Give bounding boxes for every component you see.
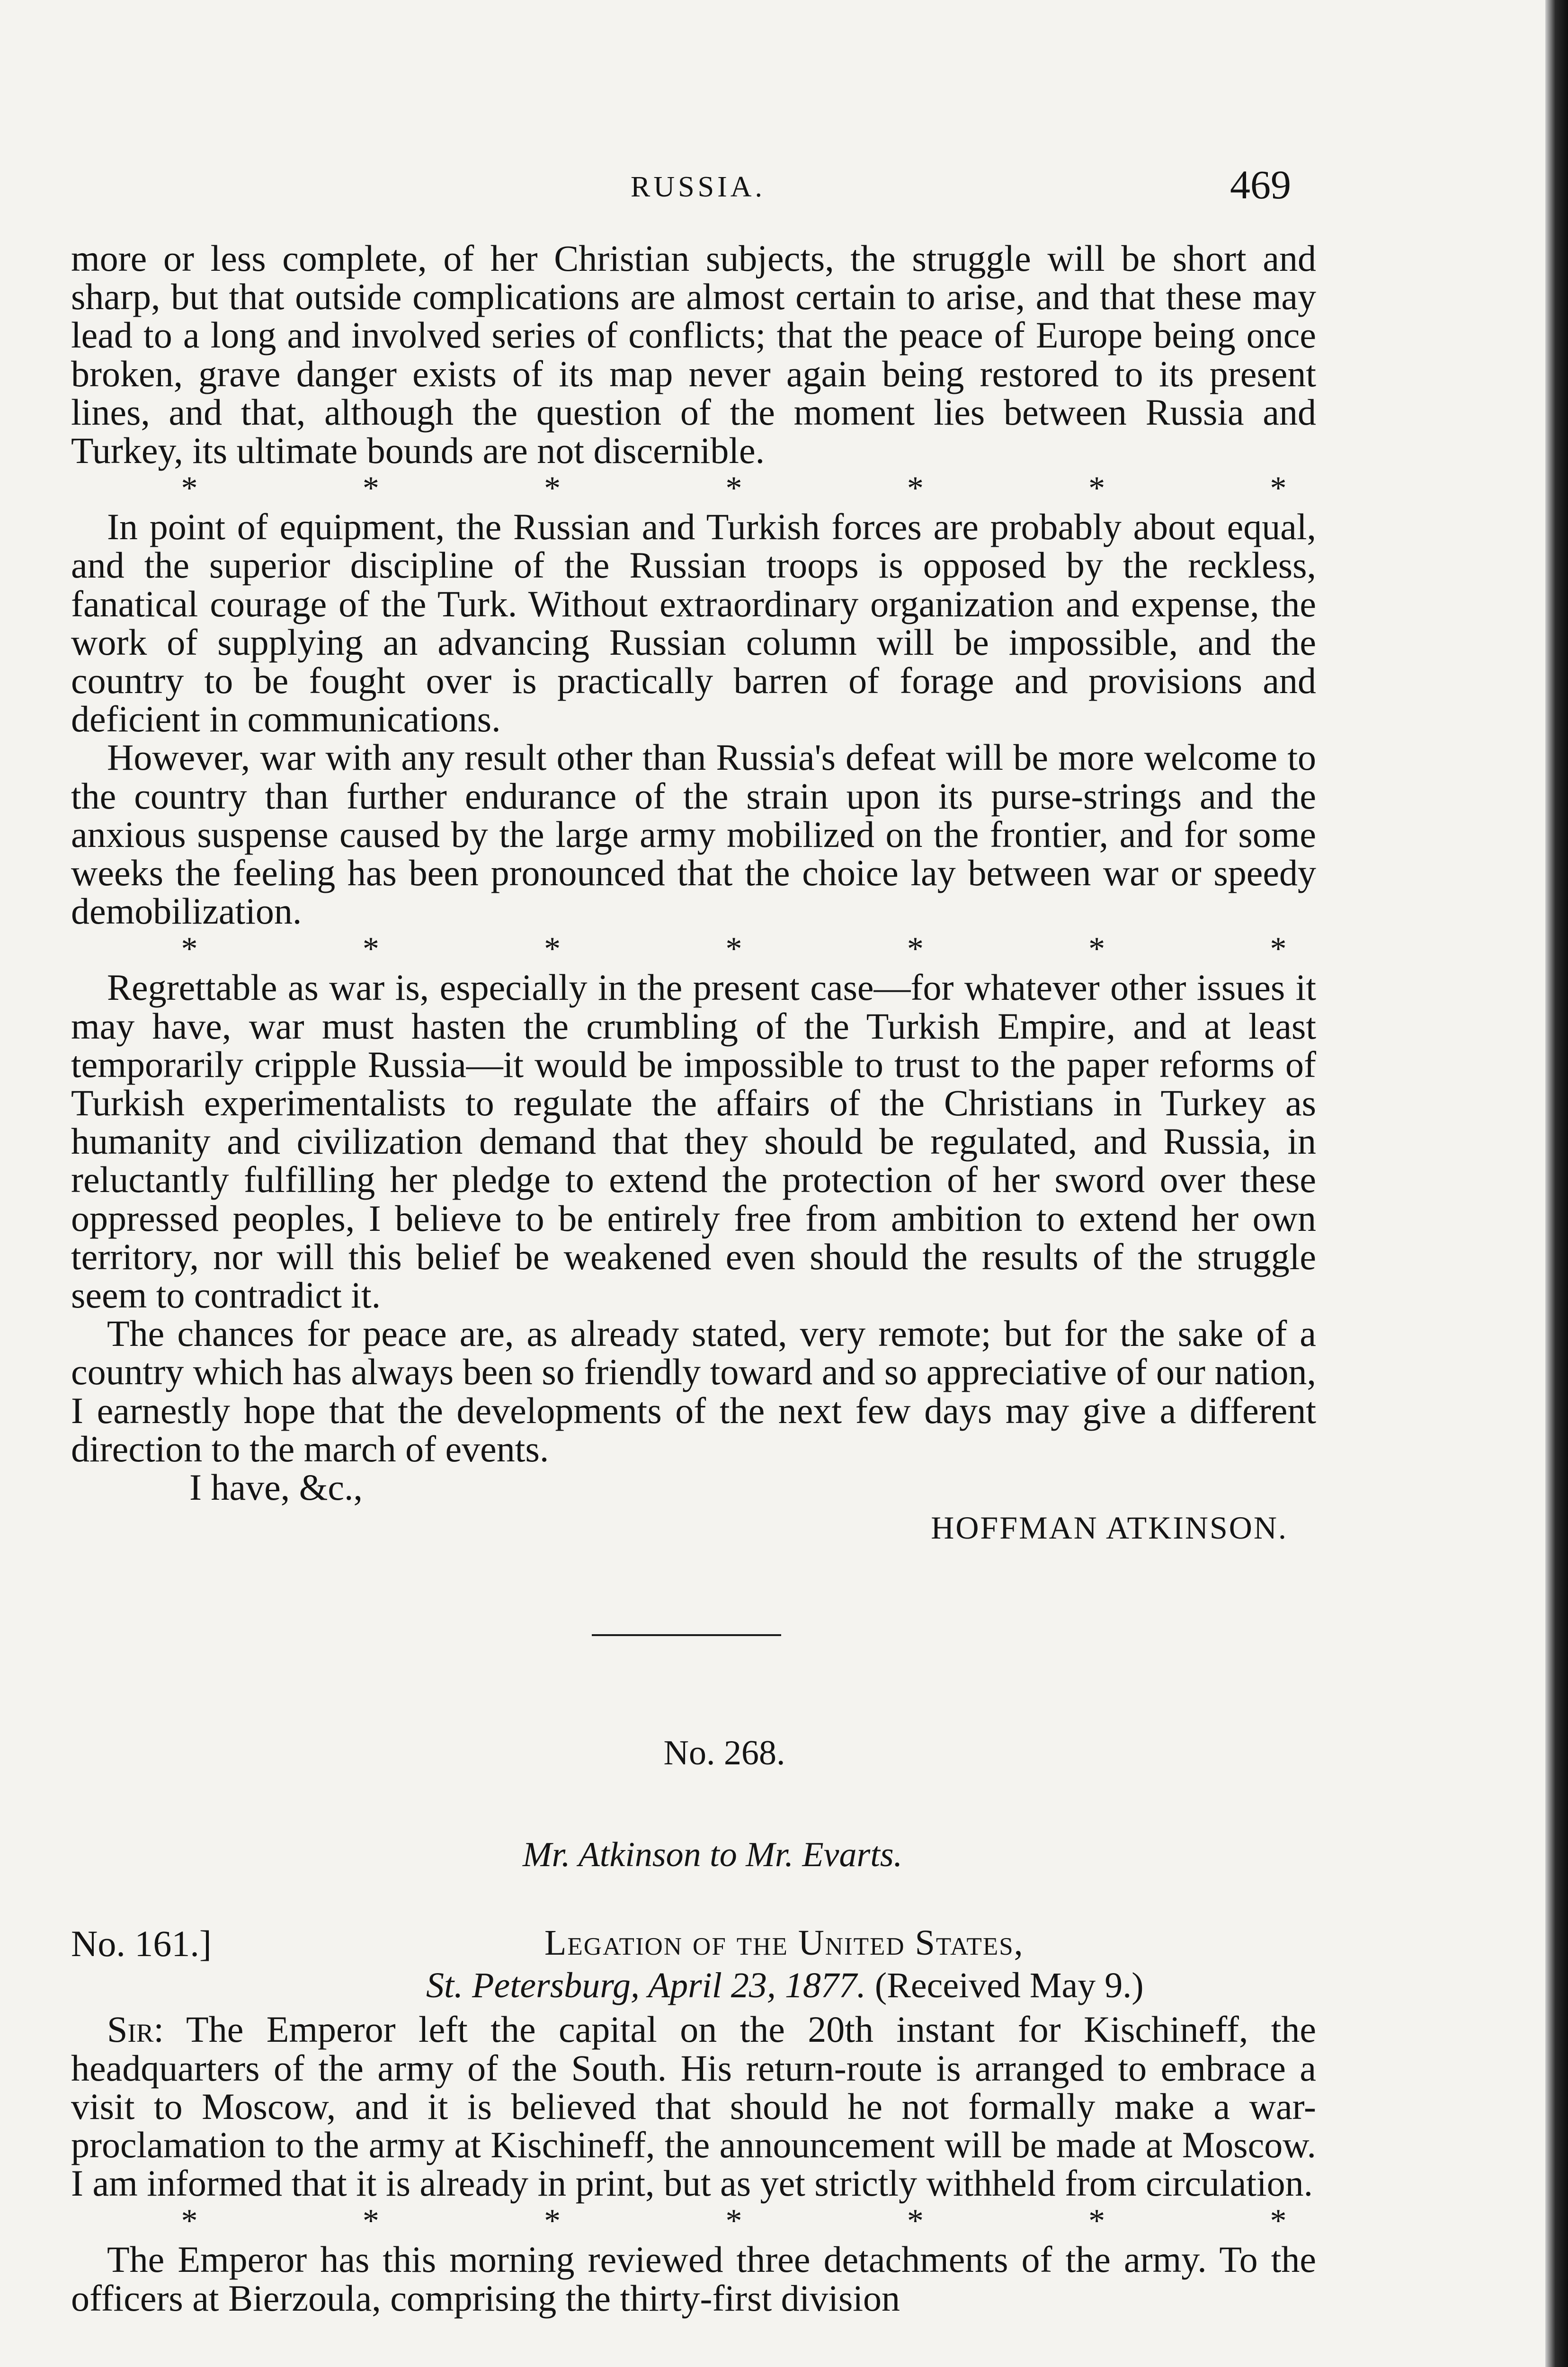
page-header	[0, 161, 1568, 218]
document-title: Mr. Atkinson to Mr. Evarts.	[522, 1835, 903, 1875]
paragraph	[71, 2010, 1316, 2202]
paragraph: In point of equipment, the Russian and Turkish forces are probably about equal, and the superior discipline of the Russian troops is opposed by the reckless, fanatical courage of the Turk. Without extraordinary organization and expense, the work of supplying an advancing Russian column will be impossible, and the country to be fought over is practically barren of forage and provisions and deficient in communications.	[71, 506, 1316, 740]
dateline	[71, 1922, 1316, 2010]
scanned-page-edge	[1545, 0, 1568, 2367]
despatch-number: No. 161.]	[71, 1923, 212, 1965]
star-mark: *	[544, 2203, 561, 2240]
place-date: St. Petersburg, April 23, 1877.	[426, 1966, 866, 2006]
star-mark: *	[907, 2203, 924, 2240]
received-date: (Received May 9.)	[874, 1966, 1144, 2006]
star-mark: *	[1088, 2203, 1105, 2240]
star-mark: *	[725, 2203, 742, 2240]
star-mark: *	[1088, 931, 1105, 968]
star-mark: *	[544, 470, 561, 507]
page-number: 469	[1230, 162, 1291, 207]
star-mark: *	[725, 931, 742, 968]
page-body	[71, 239, 1316, 2317]
paragraph: more or less complete, of her Christian subjects, the struggle will be short and sharp, but that outside complications are almost certain to arise, and that these may lead to a long and involved series of conflicts; that the peace of Europe being once broken, grave danger exists of its map never again being restored to its present lines, and that, although the question of the moment lies between Russia and Turkey, its ultimate bounds are not discernible.	[71, 238, 1316, 472]
section-divider	[592, 1634, 781, 1636]
paragraph-text: The Emperor left the capital on the 20th instant for Kischineff, the headquarters of the army of the South. His return-route is arranged to embrace a visit to Moscow, and it is believed that should he not formally make a war-proclamation to the army at Kischineff, the announcement will be made at Moscow. I am informed that it is already in print, but as yet strictly withheld from circulation.	[71, 2009, 1317, 2204]
star-mark: *	[907, 470, 924, 507]
star-mark: *	[1088, 470, 1105, 507]
running-title: RUSSIA.	[631, 171, 766, 203]
legation-heading: Legation of the United States,	[544, 1923, 1024, 1963]
paragraph: However, war with any result other than Russia's defeat will be more welcome to the country than further endurance of the strain upon its purse-strings and the anxious suspense caused by the large army mobilized on the frontier, and for some weeks the feeling has been pronounced that the choice lay between war or speedy demobilization.	[71, 737, 1316, 932]
star-mark: *	[1270, 931, 1287, 968]
star-mark: *	[181, 931, 198, 968]
salutation: Sir:	[107, 2009, 164, 2050]
star-mark: *	[725, 470, 742, 507]
star-mark: *	[362, 470, 379, 507]
star-mark: *	[544, 931, 561, 968]
star-mark: *	[362, 931, 379, 968]
star-mark: *	[1270, 470, 1287, 507]
paragraph: Regrettable as war is, especially in the present case—for whatever other issues it may have, war must hasten the crumbling of the Turkish Empire, and at least temporarily cripple Russia—it would be impossible to trust to the paper reforms of Turkish experimentalists to regulate the affairs of the Christians in Turkey as humanity and civilization demand that they should be regulated, and Russia, in reluctantly fulfilling her pledge to extend the protection of her sword over these oppressed peoples, I believe to be entirely free from ambition to extend her own territory, nor will this belief be weakened even should the results of the struggle seem to contradict it.	[71, 967, 1316, 1316]
star-mark: *	[362, 2203, 379, 2240]
paragraph: The chances for peace are, as already stated, very remote; but for the sake of a country which has always been so friendly toward and so appreciative of our nation, I earnestly hope that the developments of the next few days may give a different direction to the march of events.	[71, 1313, 1316, 1469]
star-mark: *	[907, 931, 924, 968]
star-mark: *	[181, 2203, 198, 2240]
signature: HOFFMAN ATKINSON.	[931, 1510, 1288, 1546]
paragraph: The Emperor has this morning reviewed three detachments of the army. To the officers at Bierzoula, comprising the thirty-first division	[71, 2239, 1316, 2319]
place-date-line	[426, 1965, 1144, 2006]
ellipsis-stars	[71, 470, 1316, 507]
ellipsis-stars	[71, 930, 1316, 968]
ellipsis-stars	[71, 2202, 1316, 2240]
document-number: No. 268.	[663, 1734, 785, 1773]
star-mark: *	[181, 470, 198, 507]
closing-line: I have, &c.,	[189, 1467, 363, 1508]
star-mark: *	[1270, 2203, 1287, 2240]
